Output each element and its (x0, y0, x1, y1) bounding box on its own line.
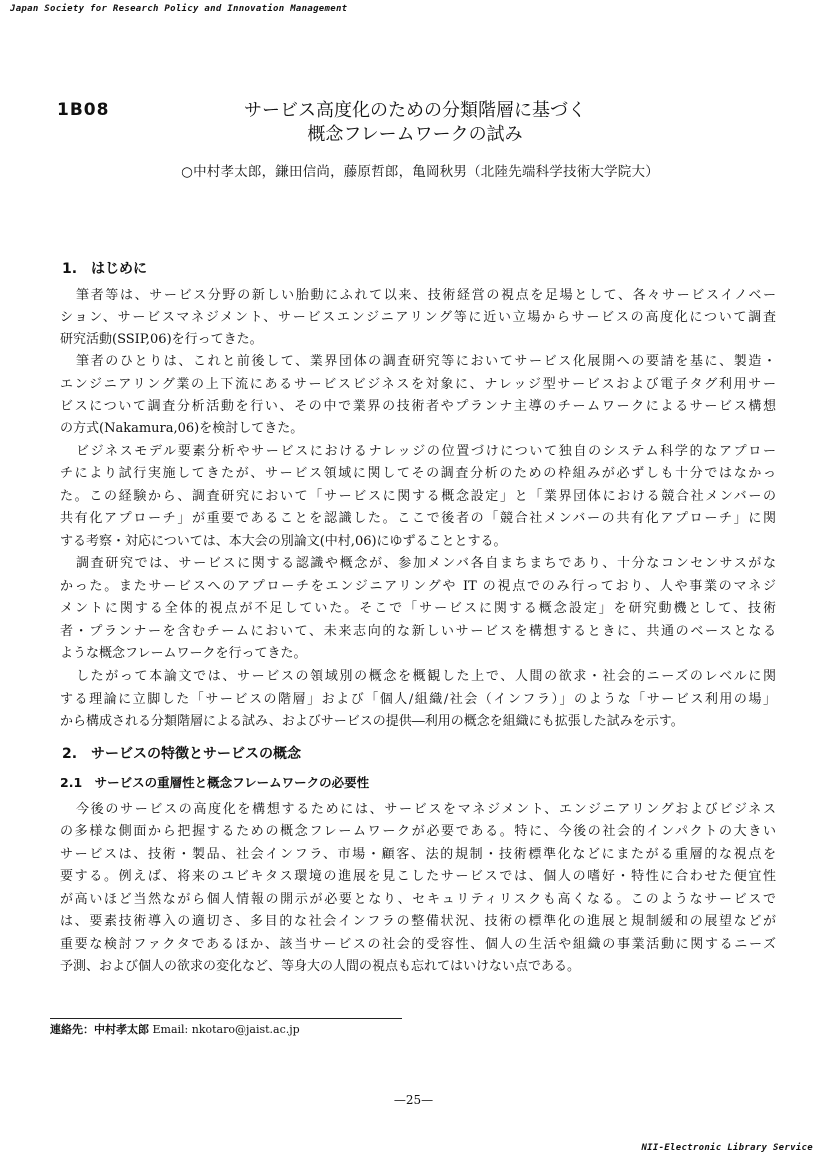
paragraph-line: したがって本論文では、サービスの領域別の概念を概観した上で、人間の欲求・社会的ニーズのレベルに関 (76, 669, 776, 684)
contact-footnote (50, 1021, 300, 1037)
paragraph-line: 今後のサービスの高度化を構想するためには、サービスをマネジメント、エンジニアリングおよびビジネス (76, 802, 776, 817)
paragraph-line: 予測、および個人の欲求の変化など、等身大の人間の視点も忘れてはいけない点である。 (60, 959, 581, 974)
paragraph-line: 者・プランナーを含むチームにおいて、未来志向的な新しいサービスを構想するときに、共通のベースとなる (60, 624, 776, 639)
paragraph-line: から構成される分類階層による試み、およびサービスの提供―利用の概念を組織にも拡張した試みを示す。 (60, 714, 684, 729)
paragraph-line: ような概念フレームワークを行ってきた。 (60, 646, 307, 661)
paragraph-line: の方式(Nakamura,06)を検討してきた。 (60, 421, 304, 436)
page-number: —25— (393, 1093, 434, 1107)
paragraph-line: た。この経験から、調査研究において「サービスに関する概念設定」と「業界団体における競合社メンバーの (60, 489, 776, 504)
paragraph-line: が高いほど当然ながら個人情報の開示が必要となり、セキュリティリスクも高くなる。このようなサービスで (60, 892, 776, 907)
paragraph-line: する考察・対応については、本大会の別論文(中村,06)にゆずることとする。 (60, 534, 507, 549)
paragraph-line: の多様な側面から把握するための概念フレームワークが必要である。特に、今後の社会的インパクトの大きい (60, 824, 776, 839)
paper-title-line1: サービス高度化のための分類階層に基づく (244, 100, 586, 121)
contact-email: Email: nkotaro@jaist.ac.jp (152, 1023, 300, 1036)
paragraph-line: かった。またサービスへのアプローチをエンジニアリングや IT の視点でのみ行っており、人や事業のマネジ (60, 579, 776, 594)
paragraph-line: 研究活動(SSIP,06)を行ってきた。 (60, 332, 263, 347)
journal-header: Japan Society for Research Policy and Innovation Management (10, 4, 348, 14)
paragraph-line: 要する。例えば、将来のユビキタス環境の進展を見こしたサービスでは、個人の嗜好・特性に合わせた便宜性 (60, 869, 776, 884)
paragraph-line: 共有化アプローチ」が重要であることを認識した。ここで後者の「競合社メンバーの共有化アプローチ」に関 (60, 511, 776, 526)
paragraph-line: チにより試行実施してきたが、サービス領域に関してその調査分析のための枠組みが必ずしも十分ではなかっ (60, 466, 776, 481)
paragraph-line: 重要な検討ファクタであるほか、該当サービスの社会的受容性、個人の生活や組織の事業活動に関するニーズ (60, 937, 776, 952)
paragraph-line: 調査研究では、サービスに関する認識や概念が、参加メンバ各自まちまちであり、十分なコンセンサスがな (76, 556, 776, 571)
section-1-heading: 1. はじめに (62, 261, 148, 277)
paragraph-line: ション、サービスマネジメント、サービスエンジニアリング等に近い立場からサービスの高度化について調査 (60, 310, 776, 325)
paragraph-line: エンジニアリング業の上下流にあるサービスビジネスを対象に、ナレッジ型サービスおよび電子タグ利用サー (60, 377, 776, 392)
paper-authors: ○中村孝太郎，鎌田信尚，藤原哲郎，亀岡秋男（北陸先端科学技術大学院大） (181, 164, 659, 180)
contact-label: 連絡先：中村孝太郎 (50, 1023, 149, 1036)
paragraph-line: 筆者等は、サービス分野の新しい胎動にふれて以来、技術経営の視点を足場として、各々サービスイノベー (76, 288, 776, 303)
section-2-heading: 2. サービスの特徴とサービスの概念 (62, 746, 302, 762)
paragraph-line: ビジネスモデル要素分析やサービスにおけるナレッジの位置づけについて独自のシステム科学的なアプロー (76, 444, 776, 459)
footnote-divider (50, 1018, 402, 1019)
section-2-1-heading: 2.1 サービスの重層性と概念フレームワークの必要性 (60, 775, 370, 790)
paragraph-line: サービスは、技術・製品、社会インフラ、市場・顧客、法的規制・技術標準化などにまたがる重層的な視点を (60, 847, 776, 862)
paragraph-line: メントに関する全体的視点が不足していた。そこで「サービスに関する概念設定」を研究動機として、技術 (60, 601, 776, 616)
paragraph-line: は、要素技術導入の適切さ、多目的な社会インフラの整備状況、技術の標準化の進展と規制緩和の展望などが (60, 914, 776, 929)
paragraph-line: する理論に立脚した「サービスの階層」および「個人/組織/社会（インフラ）」のような「サービス利用の場」 (60, 692, 776, 707)
paper-title-line2: 概念フレームワークの試み (307, 124, 523, 145)
library-footer: NII-Electronic Library Service (641, 1143, 813, 1153)
paragraph-line: 筆者のひとりは、これと前後して、業界団体の調査研究等においてサービス化展開への要請を基に、製造・ (76, 354, 776, 369)
paragraph-line: ビスについて調査分析活動を行い、その中で業界の技術者やプランナ主導のチームワークによるサービス構想 (60, 399, 776, 414)
paper-code: 1B08 (57, 100, 110, 120)
